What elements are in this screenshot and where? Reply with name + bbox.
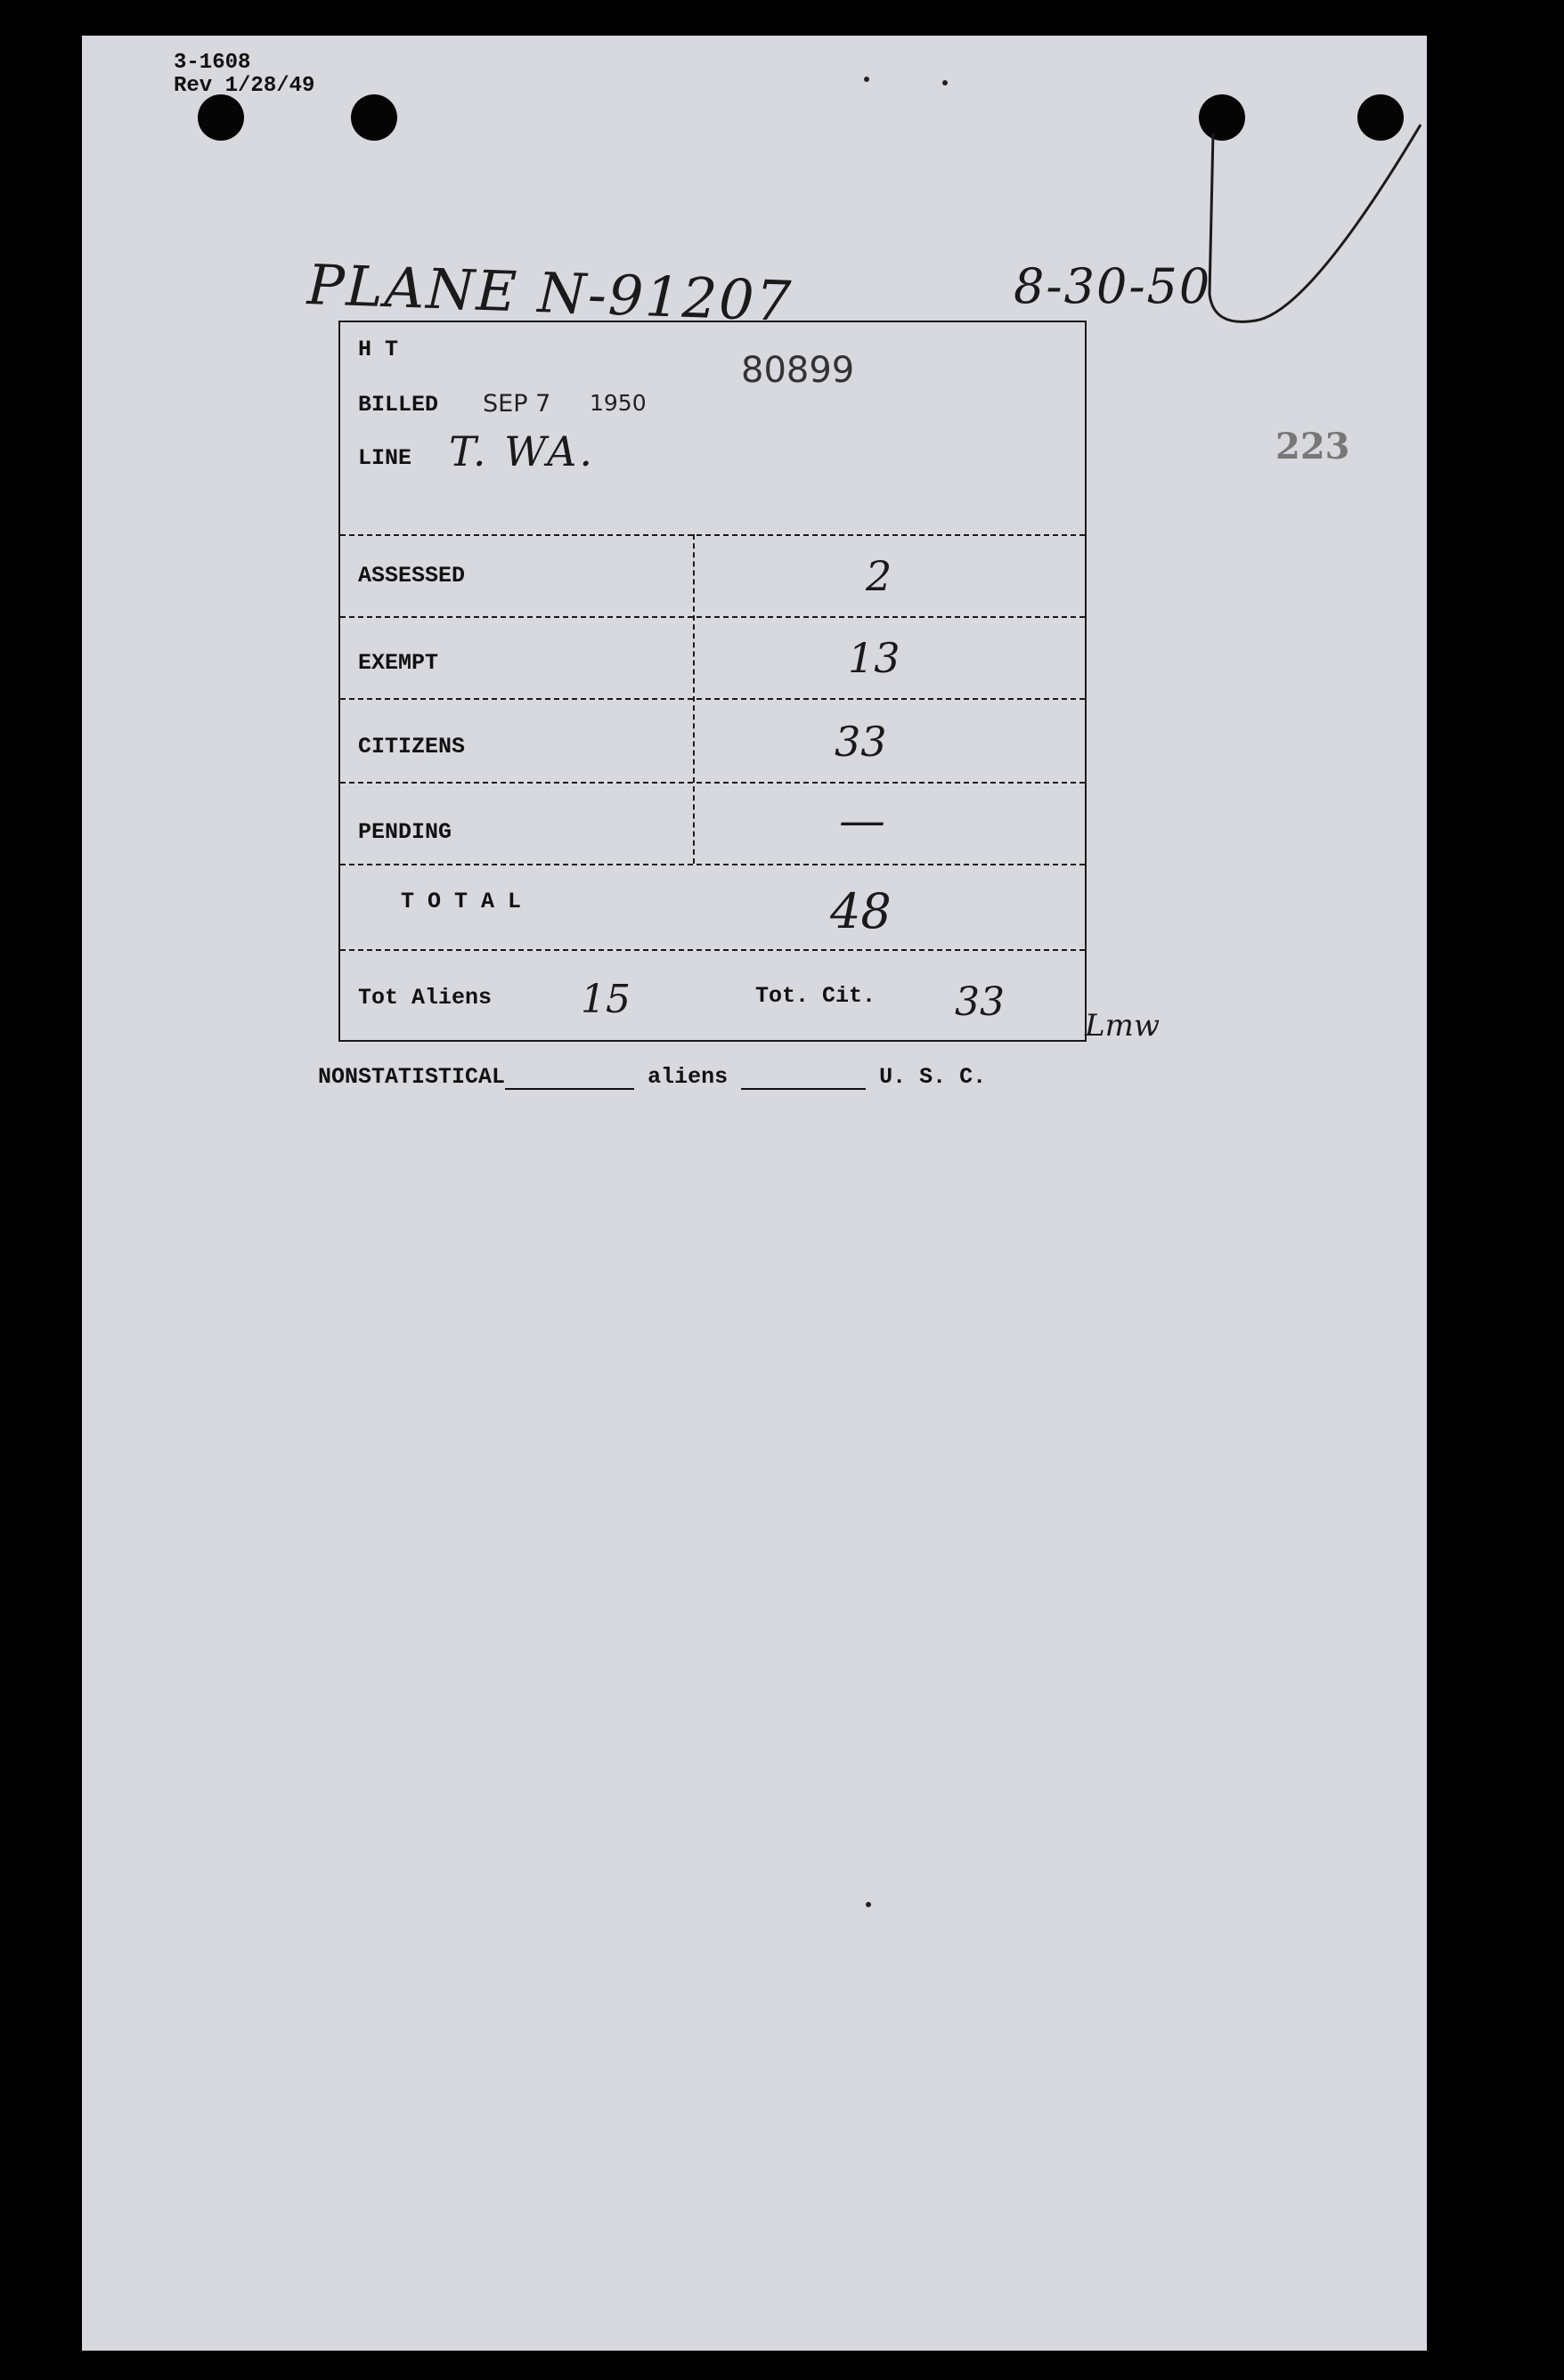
divider bbox=[340, 534, 1085, 536]
initials: Lmw bbox=[1085, 1008, 1160, 1044]
form-code-line2: Rev 1/28/49 bbox=[174, 74, 315, 98]
total-value: 48 bbox=[830, 883, 892, 939]
nonstat-label: NONSTATISTICAL bbox=[318, 1064, 506, 1090]
speck bbox=[866, 1902, 871, 1907]
aliens-blank bbox=[741, 1087, 866, 1090]
manifest-box bbox=[338, 321, 1087, 1042]
divider bbox=[340, 949, 1085, 951]
nonstat-blank bbox=[505, 1087, 634, 1090]
page-number: 223 bbox=[1275, 426, 1350, 467]
exempt-label: EXEMPT bbox=[358, 650, 439, 676]
citizens-value: 33 bbox=[835, 718, 887, 766]
arrival-date: 8-30-50 bbox=[1014, 258, 1212, 314]
usc-label: U. S. C. bbox=[879, 1064, 987, 1090]
billed-date: SEP 7 bbox=[483, 390, 551, 418]
tot-aliens-value: 15 bbox=[581, 977, 631, 1022]
pending-value: — bbox=[839, 794, 885, 848]
divider bbox=[340, 616, 1085, 618]
divider bbox=[340, 782, 1085, 784]
exempt-value: 13 bbox=[848, 634, 900, 682]
divider bbox=[340, 698, 1085, 700]
line-value: T. WA. bbox=[449, 427, 595, 475]
line-label: LINE bbox=[358, 445, 412, 471]
tot-aliens-label: Tot Aliens bbox=[358, 985, 493, 1011]
aliens-label: aliens bbox=[648, 1064, 729, 1090]
nonstatistical-line bbox=[318, 1064, 986, 1090]
divider bbox=[340, 864, 1085, 865]
ht-label: H T bbox=[358, 337, 399, 362]
assessed-value: 2 bbox=[866, 552, 892, 600]
form-code-line1: 3-1608 bbox=[174, 51, 251, 75]
tot-cit-label: Tot. Cit. bbox=[755, 983, 876, 1009]
billed-year: 1950 bbox=[590, 390, 647, 416]
stamp-number: 80899 bbox=[741, 350, 855, 391]
speck bbox=[864, 77, 869, 82]
assessed-label: ASSESSED bbox=[358, 563, 466, 589]
pending-label: PENDING bbox=[358, 819, 452, 845]
citizens-label: CITIZENS bbox=[358, 734, 466, 759]
tot-cit-value: 33 bbox=[955, 979, 1005, 1025]
total-label: T O T A L bbox=[401, 889, 522, 914]
billed-label: BILLED bbox=[358, 392, 439, 418]
speck bbox=[942, 80, 948, 85]
plane-number: PLANE N-91207 bbox=[305, 252, 794, 335]
